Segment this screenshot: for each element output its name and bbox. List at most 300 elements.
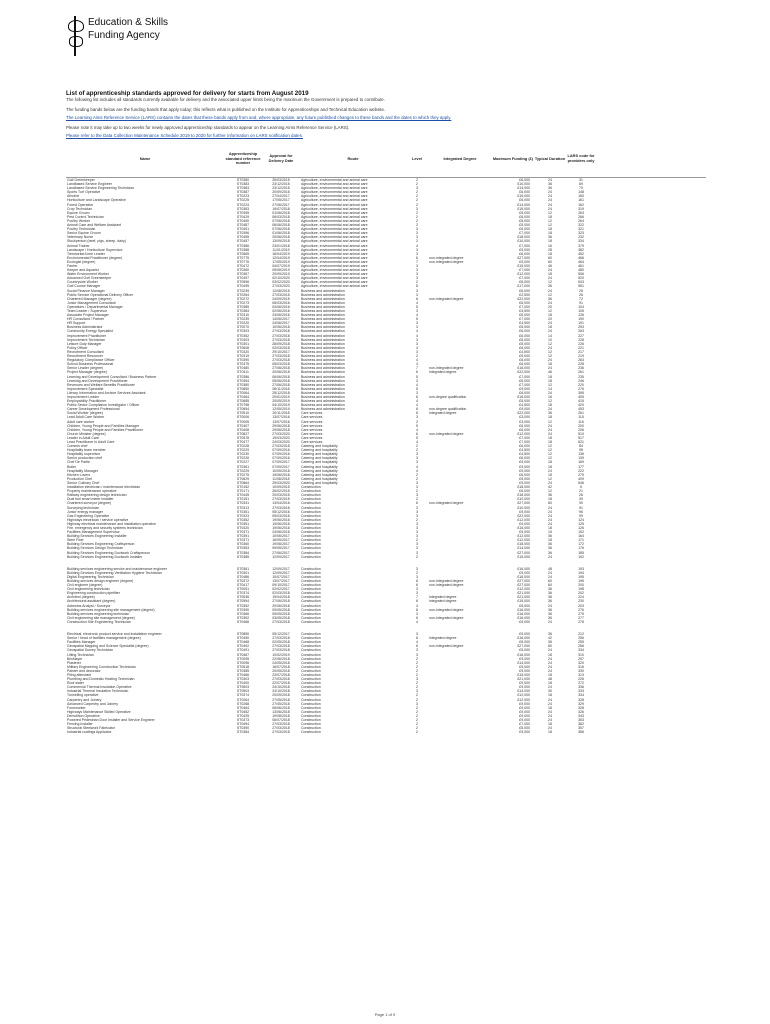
cell-approval-date: 02/03/2018 <box>272 591 290 596</box>
cell-route: Agriculture, environmental and animal care <box>301 272 368 277</box>
cell-name: Poultry Worker <box>67 218 91 223</box>
cell-approval-date: 06/06/2018 <box>272 374 290 379</box>
cell-approval-date: 25/12/2018 <box>272 390 290 395</box>
cell-route: Business and administration <box>301 317 345 322</box>
cell-reference: ST0386 <box>236 243 250 248</box>
cell-name: Commercial Thermal Insulation Operative <box>67 685 132 690</box>
cell-approval-date: 03/05/2018 <box>272 615 290 620</box>
cell-approval-date: 24/06/2017 <box>272 321 290 326</box>
cell-level: 3 <box>416 701 418 706</box>
cell-reference: ST0384 <box>236 730 250 735</box>
cell-max-funding: £9,000 <box>519 570 530 575</box>
header-lars-code: LARS code for providers only <box>566 141 596 178</box>
cell-max-funding: £6,000 <box>519 300 530 305</box>
cell-lars-code: 202 <box>578 591 584 596</box>
cell-approval-date: 02/10/2020 <box>272 276 290 281</box>
cell-name: Children, Young People and Families Practitioner <box>67 427 144 432</box>
cell-approval-date: 17/05/2017 <box>272 198 290 203</box>
cell-duration: 30 <box>548 689 552 694</box>
cell-approval-date: 13/04/2016 <box>272 501 290 506</box>
cell-integrated-degree: integrated degree <box>429 636 457 641</box>
cell-integrated-degree: non-integrated degree <box>429 366 464 371</box>
header-approval-date: Approval for Delivery Date <box>262 141 300 178</box>
cell-duration: 18 <box>548 693 552 698</box>
cell-lars-code: 276 <box>578 386 584 391</box>
cell-lars-code: 521 <box>578 440 584 444</box>
cell-level: 3 <box>416 611 418 616</box>
cell-route: Care services <box>301 411 323 416</box>
cell-duration: 12 <box>548 349 552 354</box>
cell-approval-date: 02/05/2018 <box>272 640 290 645</box>
cell-name: Adult care worker <box>67 419 95 424</box>
cell-lars-code: 171 <box>578 538 584 543</box>
cell-level: 3 <box>416 632 418 637</box>
cell-max-funding: £3,000 <box>519 419 530 424</box>
cell-level: 6 <box>416 615 418 620</box>
cell-level: 2 <box>416 554 418 559</box>
cell-approval-date: 16/05/2017 <box>272 538 290 543</box>
cell-integrated-degree: non-integrated degree <box>429 583 464 588</box>
cell-duration: 60 <box>548 644 552 649</box>
cell-duration: 18 <box>548 652 552 657</box>
cell-route: Business and administration <box>301 300 345 305</box>
cell-route: Business and administration <box>301 358 345 363</box>
cell-max-funding: £6,000 <box>519 427 530 432</box>
cell-name: Sports Turf Operative <box>67 190 101 195</box>
cell-route: Construction <box>301 668 321 673</box>
cell-duration: 24 <box>548 206 552 211</box>
cell-max-funding: £7,000 <box>519 435 530 440</box>
cell-max-funding: £12,000 <box>517 431 530 436</box>
cell-lars-code: 415 <box>578 399 584 404</box>
cell-approval-date: 14/06/2017 <box>272 317 290 322</box>
cell-level: 2 <box>416 685 418 690</box>
cell-lars-code: 255 <box>578 640 584 645</box>
document-title: List of apprenticeship standards approved for delivery for starts from August 2019 <box>66 90 309 97</box>
cell-lars-code: 420 <box>578 403 584 408</box>
cell-name: Policy Officer <box>67 345 88 350</box>
cell-level: 2 <box>416 354 418 359</box>
cell-approval-date: 10/02/2019 <box>272 652 290 657</box>
cell-approval-date: 27/03/2018 <box>272 677 290 682</box>
cell-reference: ST0385 <box>236 304 250 309</box>
cell-name: Water Environment Worker <box>67 272 110 277</box>
cell-level: 2 <box>416 198 418 203</box>
cell-name: Production Chef <box>67 476 93 481</box>
cell-name: Dual fuel smart meter installer <box>67 497 114 502</box>
cell-level: 3 <box>416 309 418 313</box>
cell-reference: ST0629 <box>236 476 250 481</box>
cell-approval-date: 05/03/2018 <box>272 362 290 367</box>
cell-reference: ST0303 <box>236 337 250 342</box>
cell-level: 2 <box>416 472 418 477</box>
cell-reference: ST0503 <box>236 685 250 690</box>
cell-integrated-degree: non-integrated degree <box>429 296 464 301</box>
cell-reference: ST0220 <box>236 321 250 326</box>
cell-lars-code: 126 <box>578 525 584 530</box>
cell-reference: ST0070 <box>236 325 250 330</box>
cell-max-funding: £6,000 <box>519 444 530 449</box>
cell-level: 3 <box>416 550 418 555</box>
cell-lars-code: 192 <box>578 554 584 559</box>
cell-reference: ST0380 <box>236 178 250 182</box>
header-max-funding: Maximum Funding (£) <box>492 141 534 178</box>
cell-duration: 36 <box>548 411 552 416</box>
cell-approval-date: 10/06/2017 <box>272 534 290 539</box>
cell-route: Business and administration <box>301 407 345 412</box>
cell-duration: 15 <box>548 530 552 535</box>
cell-max-funding: £15,000 <box>517 599 530 604</box>
cell-reference: ST0385 <box>236 668 250 673</box>
cell-level: 3 <box>416 525 418 530</box>
cell-approval-date: 29/06/2018 <box>272 423 290 428</box>
cell-route: Construction <box>301 505 321 510</box>
cell-name: Improvement Technician <box>67 337 105 342</box>
cell-name: Public Service Operational Delivery Officer <box>67 292 134 297</box>
cell-lars-code: 321 <box>578 227 584 232</box>
cell-reference: ST0384 <box>236 550 250 555</box>
cell-level: 4 <box>416 403 418 408</box>
cell-max-funding: £9,000 <box>519 705 530 710</box>
cell-approval-date: 17/05/2019 <box>272 259 290 264</box>
cell-reference: ST0578 <box>236 435 250 440</box>
cell-max-funding: £3,000 <box>519 415 530 420</box>
cell-reference: ST0373 <box>236 718 250 722</box>
cell-max-funding: £16,000 <box>517 636 530 641</box>
cell-approval-date: 05/06/2019 <box>272 268 290 273</box>
cell-level: 2 <box>416 448 418 453</box>
cell-route: Business and administration <box>301 386 345 391</box>
cell-duration: 36 <box>548 493 552 498</box>
cell-level: 2 <box>416 660 418 665</box>
cell-lars-code: 91 <box>579 505 583 510</box>
cell-route: Agriculture, environmental and animal care <box>301 178 368 182</box>
cell-lars-code: 266 <box>578 214 584 219</box>
cell-name: Social Worker (degree) <box>67 411 103 416</box>
cell-approval-date: 23/12/2015 <box>272 182 290 187</box>
cell-max-funding: £17,000 <box>517 284 530 289</box>
cell-route: Catering and hospitality <box>301 468 338 473</box>
cell-integrated-degree: non-integrated degree <box>429 431 464 436</box>
cell-duration: 12 <box>548 280 552 285</box>
cell-approval-date: 05/12/2017 <box>272 632 290 637</box>
cell-duration: 36 <box>548 640 552 645</box>
cell-reference: ST0227 <box>236 460 250 465</box>
cell-name: Ecologist (degree) <box>67 259 96 264</box>
cell-lars-code: 5 <box>580 485 582 490</box>
cell-name: Advanced Golf Greenkeeper <box>67 276 112 281</box>
cell-approval-date: 27/06/2018 <box>272 599 290 604</box>
cell-max-funding: £12,000 <box>517 272 530 277</box>
cell-level: 4 <box>416 333 418 338</box>
cell-duration: 46 <box>548 370 552 375</box>
cell-duration: 24 <box>548 554 552 559</box>
cell-duration: 24 <box>548 668 552 673</box>
cell-integrated-degree: integrated degree <box>429 595 457 600</box>
cell-duration: 24 <box>548 570 552 575</box>
cell-route: Construction <box>301 538 321 543</box>
cell-lars-code: 452 <box>578 251 584 256</box>
cell-max-funding: £16,000 <box>517 394 530 399</box>
cell-reference: ST0518 <box>236 664 250 669</box>
cell-reference: ST0850 <box>236 386 250 391</box>
cell-approval-date: 10/06/2018 <box>272 325 290 330</box>
cell-approval-date: 20/06/2018 <box>272 235 290 240</box>
cell-approval-date: 24/05/2018 <box>272 660 290 665</box>
cell-route: Construction <box>301 517 321 522</box>
cell-reference: ST0407 <box>236 423 250 428</box>
cell-approval-date: 22/06/2018 <box>272 656 290 661</box>
cell-lars-code: 353 <box>578 718 584 722</box>
cell-lars-code: 115 <box>578 415 584 420</box>
cell-reference: ST0388 <box>236 247 250 252</box>
cell-max-funding: £5,000 <box>519 399 530 404</box>
cell-lars-code: 453 <box>578 407 584 412</box>
cell-approval-date: 20/11/2018 <box>272 411 290 416</box>
cell-level: 3 <box>416 341 418 346</box>
cell-route: Business and administration <box>301 362 345 367</box>
cell-name: Equine Groom <box>67 210 90 215</box>
cell-max-funding: £16,000 <box>517 566 530 571</box>
cell-level: 3 <box>416 251 418 256</box>
cell-duration: 24 <box>548 664 552 669</box>
cell-reference: ST0492 <box>236 644 250 649</box>
cell-name: Plasterer <box>67 660 82 665</box>
cell-route: Business and administration <box>301 288 345 293</box>
cell-duration: 24 <box>548 190 552 195</box>
cell-lars-code: 466 <box>578 255 584 260</box>
cell-duration: 24 <box>548 480 552 485</box>
cell-lars-code: 98 <box>579 448 583 453</box>
cell-name: Learning and Development Consultant / Business Partner <box>67 374 157 379</box>
cell-max-funding: £16,000 <box>517 366 530 371</box>
cell-route: Construction <box>301 542 321 547</box>
cell-lars-code: 395 <box>578 390 584 395</box>
cell-reference: ST0095 <box>236 656 250 661</box>
cell-lars-code: 333 <box>578 689 584 694</box>
agency-logo <box>66 14 186 62</box>
cell-approval-date: 27/03/2018 <box>272 722 290 727</box>
cell-name: Business Administrator <box>67 325 103 330</box>
cell-approval-date: 24/03/2020 <box>272 440 290 444</box>
cell-max-funding: £27,000 <box>517 255 530 260</box>
intro-lars-link[interactable]: The Learning Aims Reference Service (LARS) contains the dates that these bands apply from and, where appropriate, any future published changes to these bands and the dates to which they apply. <box>66 115 452 120</box>
cell-lars-code: 203 <box>578 603 584 608</box>
cell-reference: ST0374 <box>236 591 250 596</box>
cell-name: Highway electrical maintenance and installation operative <box>67 521 156 526</box>
cell-lars-code: 246 <box>578 378 584 383</box>
cell-route: Business and administration <box>301 337 345 342</box>
cell-lars-code: 232 <box>578 235 584 240</box>
cell-reference: ST0171 <box>236 489 250 494</box>
cell-level: 4 <box>416 382 418 387</box>
cell-lars-code: 320 <box>578 660 584 665</box>
cell-name: Regulatory Compliance Officer <box>67 358 115 363</box>
cell-reference: ST0503 <box>236 689 250 694</box>
cell-max-funding: £27,000 <box>517 579 530 583</box>
cell-reference: ST0096 <box>236 660 250 665</box>
cell-route: Construction <box>301 550 321 555</box>
cell-duration: 12 <box>548 444 552 449</box>
cell-duration: 60 <box>548 501 552 506</box>
cell-route: Construction <box>301 713 321 718</box>
cell-duration: 18 <box>548 214 552 219</box>
cell-lars-code: 343 <box>578 713 584 718</box>
header-integrated-degree: Integrated Degree <box>428 141 492 178</box>
cell-route: Catering and hospitality <box>301 460 338 465</box>
agency-name <box>88 17 168 42</box>
cell-name: Advanced Carpentry and Joinery <box>67 701 118 706</box>
cell-max-funding: £14,000 <box>517 660 530 665</box>
cell-lars-code: 379 <box>578 243 584 248</box>
cell-reference: ST0239 <box>236 317 250 322</box>
cell-reference: ST0425 <box>236 713 250 718</box>
cell-integrated-degree: non-integrated degree <box>429 644 464 649</box>
cell-lars-code: 84 <box>579 444 583 449</box>
cell-route: Agriculture, environmental and animal care <box>301 243 368 248</box>
cell-duration: 48 <box>548 677 552 682</box>
cell-level: 4 <box>416 427 418 432</box>
cell-duration: 18 <box>548 272 552 277</box>
cell-lars-code: 272 <box>578 681 584 686</box>
cell-route: Construction <box>301 599 321 604</box>
cell-duration: 18 <box>548 538 552 543</box>
cell-route: Construction <box>301 615 321 620</box>
cell-reference: ST0152 <box>236 485 250 490</box>
cell-approval-date: 19/06/2016 <box>272 521 290 526</box>
cell-approval-date: 20/05/2018 <box>272 668 290 673</box>
cell-level: 3 <box>416 513 418 518</box>
cell-duration: 18 <box>548 464 552 469</box>
cell-name: Lead Adult Care Worker <box>67 415 105 420</box>
cell-name: Landscape / Horticulture Supervisor <box>67 247 123 252</box>
cell-level: 7 <box>416 259 418 264</box>
cell-name: Countryside Worker <box>67 280 98 285</box>
cell-level: 5 <box>416 423 418 428</box>
cell-lars-code: 200 <box>578 423 584 428</box>
cell-approval-date: 16/07/2018 <box>272 664 290 669</box>
cell-duration: 18 <box>548 313 552 318</box>
cell-route: Construction <box>301 583 321 588</box>
cell-name: Architectural assistant (degree) <box>67 599 116 604</box>
cell-name: Fire, emergency and security systems technician <box>67 525 143 530</box>
cell-duration: 36 <box>548 534 552 539</box>
cell-approval-date: 29/06/2018 <box>272 427 290 432</box>
cell-reference: ST0229 <box>236 448 250 453</box>
cell-level: 2 <box>416 697 418 702</box>
cell-route: Construction <box>301 574 321 579</box>
cell-name: Hospitality supervisor <box>67 452 101 457</box>
cell-duration: 24 <box>548 619 552 624</box>
cell-duration: 18 <box>548 497 552 502</box>
cell-lars-code: 195 <box>578 574 584 579</box>
standards-table <box>66 141 706 734</box>
cell-route: Construction <box>301 579 321 583</box>
cell-reference: ST0223 <box>236 194 250 199</box>
cell-approval-date: 24/10/2018 <box>272 685 290 690</box>
cell-name: Gas Engineering Operative <box>67 513 110 518</box>
cell-route: Care services <box>301 415 323 420</box>
cell-duration: 12 <box>548 309 552 313</box>
cell-name: Facilities Management Supervisor <box>67 530 120 535</box>
cell-route: Agriculture, environmental and animal care <box>301 210 368 215</box>
cell-route: Agriculture, environmental and animal care <box>301 284 368 289</box>
cell-route: Catering and hospitality <box>301 452 338 457</box>
cell-lars-code: 277 <box>578 615 584 620</box>
cell-max-funding: £14,000 <box>517 202 530 207</box>
cell-approval-date: 09/05/2018 <box>272 607 290 612</box>
cell-max-funding: £6,000 <box>519 390 530 395</box>
cell-duration: 24 <box>548 697 552 702</box>
cell-level: 3 <box>416 292 418 297</box>
cell-duration: 24 <box>548 505 552 510</box>
cell-reference: ST0386 <box>236 374 250 379</box>
cell-level: 6 <box>416 644 418 649</box>
cell-duration: 24 <box>548 300 552 305</box>
cell-duration: 18 <box>548 681 552 686</box>
cell-max-funding: £7,000 <box>519 231 530 236</box>
cell-reference: ST0387 <box>236 190 250 195</box>
cell-approval-date: 20/09/2019 <box>272 272 290 277</box>
cell-lars-code: 328 <box>578 705 584 710</box>
cell-max-funding: £5,000 <box>519 223 530 228</box>
cell-reference: ST0225 <box>236 198 250 203</box>
cell-max-funding: £15,000 <box>517 206 530 211</box>
cell-max-funding: £7,000 <box>519 374 530 379</box>
cell-lars-code: 152 <box>578 530 584 535</box>
cell-route: Agriculture, environmental and animal care <box>301 206 368 211</box>
cell-name: Railway engineering design technician <box>67 493 127 498</box>
cell-lars-code: 96 <box>579 509 583 514</box>
cell-approval-date: 19/08/2018 <box>272 713 290 718</box>
cell-max-funding: £10,000 <box>517 182 530 187</box>
cell-reference: ST0468 <box>236 640 250 645</box>
cell-name: Commis chef <box>67 444 88 449</box>
royal-crest-icon <box>66 14 84 58</box>
cell-approval-date: 27/05/2018 <box>272 697 290 702</box>
cell-name: Engineering construction pipefitter <box>67 591 120 596</box>
cell-duration: 18 <box>548 374 552 379</box>
table-body <box>66 178 706 735</box>
cell-max-funding: £6,000 <box>519 198 530 203</box>
cell-max-funding: £6,000 <box>519 190 530 195</box>
cell-reference: ST0510 <box>236 411 250 416</box>
cell-reference: ST0452 <box>236 709 250 714</box>
cell-max-funding: £6,000 <box>519 333 530 338</box>
cell-route: Agriculture, environmental and animal care <box>301 239 368 244</box>
cell-approval-date: 19/06/2018 <box>272 472 290 477</box>
cell-approval-date: 27/05/2018 <box>272 701 290 706</box>
cell-max-funding: £7,000 <box>519 317 530 322</box>
cell-approval-date: 20/06/2018 <box>272 603 290 608</box>
cell-route: Construction <box>301 603 321 608</box>
cell-name: Building services design engineer (degree) <box>67 579 134 583</box>
intro-schedule-link[interactable]: Please refer to the Data Collection Maintenance Schedule 2019 to 2020 for further information on LARS notification dates. <box>66 133 303 138</box>
cell-approval-date: 27/03/2018 <box>272 329 290 334</box>
cell-level: 4 <box>416 619 418 624</box>
cell-level: 2 <box>416 672 418 677</box>
cell-approval-date: 27/03/2016 <box>272 505 290 510</box>
cell-approval-date: 27/03/2018 <box>272 358 290 363</box>
cell-name: HR Support <box>67 321 86 326</box>
cell-max-funding: £15,000 <box>517 194 530 199</box>
cell-lars-code: 253 <box>578 325 584 330</box>
cell-name: Farrier <box>67 263 78 268</box>
cell-name: Environmental Practitioner (degree) <box>67 255 123 260</box>
cell-max-funding: £12,000 <box>517 517 530 522</box>
cell-name: Stockperson (beef, pigs, sheep, dairy) <box>67 239 126 244</box>
cell-lars-code: 551 <box>578 284 584 289</box>
